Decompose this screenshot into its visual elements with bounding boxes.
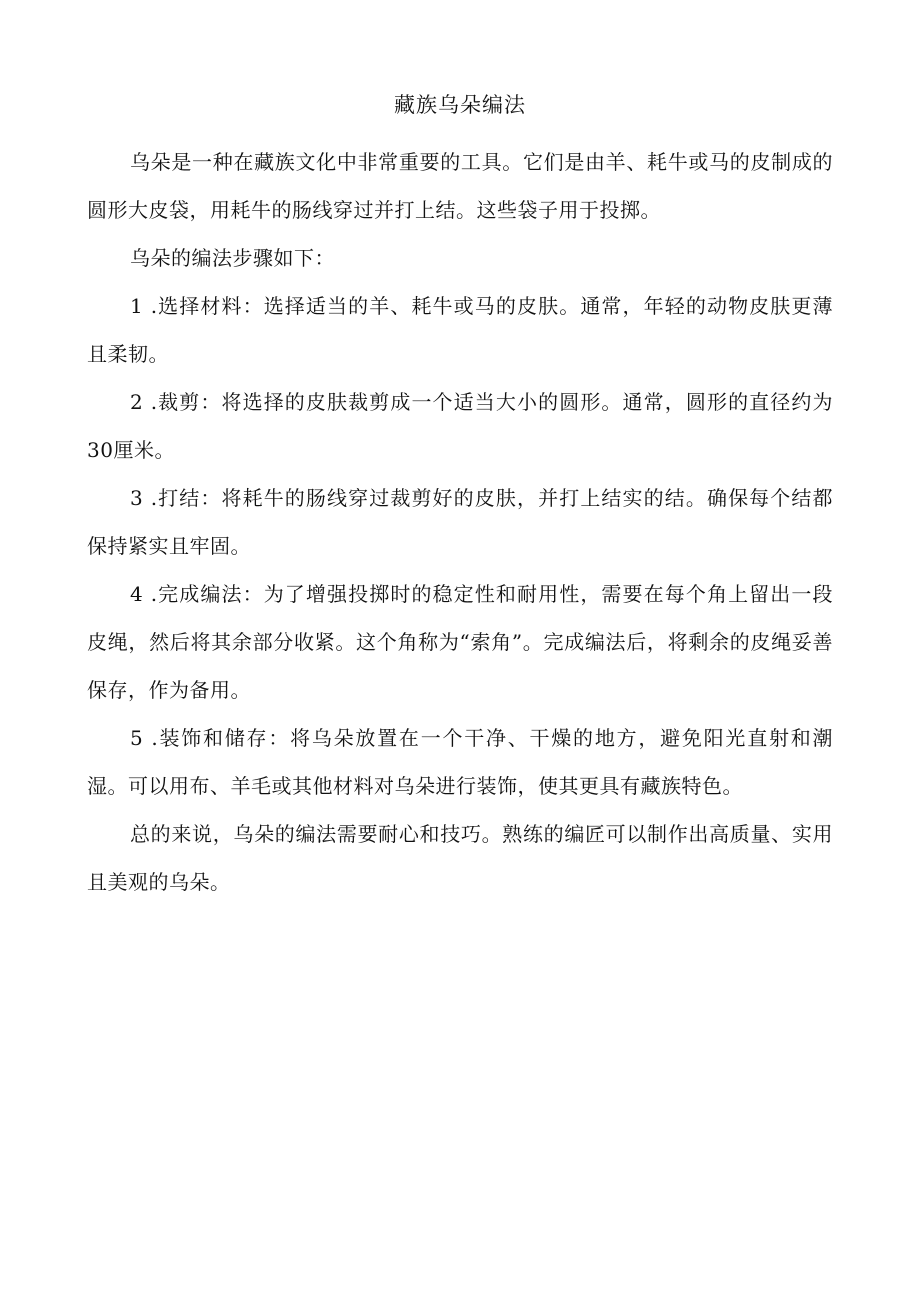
step-text: .选择材料：选择适当的羊、耗牛或马的皮肤。通常，年轻的动物皮肤更薄且柔韧。: [87, 294, 833, 366]
step-text: .打结：将耗牛的肠线穿过裁剪好的皮肤，并打上结实的结。确保每个结都保持紧实且牢固。: [87, 486, 833, 558]
step-number: 2: [130, 390, 144, 414]
conclusion-paragraph: 总的来说，乌朵的编法需要耐心和技巧。熟练的编匠可以制作出高质量、实用且美观的乌朵。: [87, 822, 833, 894]
steps-intro-paragraph: 乌朵的编法步骤如下：: [130, 246, 335, 270]
step-number: 1: [130, 294, 144, 318]
step-number: 4: [130, 582, 144, 606]
step-number: 5: [130, 726, 144, 750]
step-5-paragraph: [87, 714, 833, 810]
document-title: 藏族乌朵编法: [394, 93, 526, 117]
document-body: [87, 138, 833, 906]
intro-paragraph: 乌朵是一种在藏族文化中非常重要的工具。它们是由羊、耗牛或马的皮制成的圆形大皮袋，用耗牛的肠线穿过并打上结。这些袋子用于投掷。: [87, 150, 833, 222]
step-text: .裁剪：将选择的皮肤裁剪成一个适当大小的圆形。通常，圆形的直径约为30厘米。: [87, 390, 833, 462]
step-2-paragraph: [87, 378, 833, 474]
step-4-paragraph: [87, 570, 833, 714]
step-3-paragraph: [87, 474, 833, 570]
step-1-paragraph: [87, 282, 833, 378]
step-text: .装饰和储存：将乌朵放置在一个干净、干燥的地方，避免阳光直射和潮湿。可以用布、羊毛或其他材料对乌朵进行装饰，使其更具有藏族特色。: [87, 726, 833, 798]
step-text: .完成编法：为了增强投掷时的稳定性和耐用性，需要在每个角上留出一段皮绳，然后将其余部分收紧。这个角称为“索角”。完成编法后，将剩余的皮绳妥善保存，作为备用。: [87, 582, 833, 702]
step-number: 3: [130, 486, 144, 510]
